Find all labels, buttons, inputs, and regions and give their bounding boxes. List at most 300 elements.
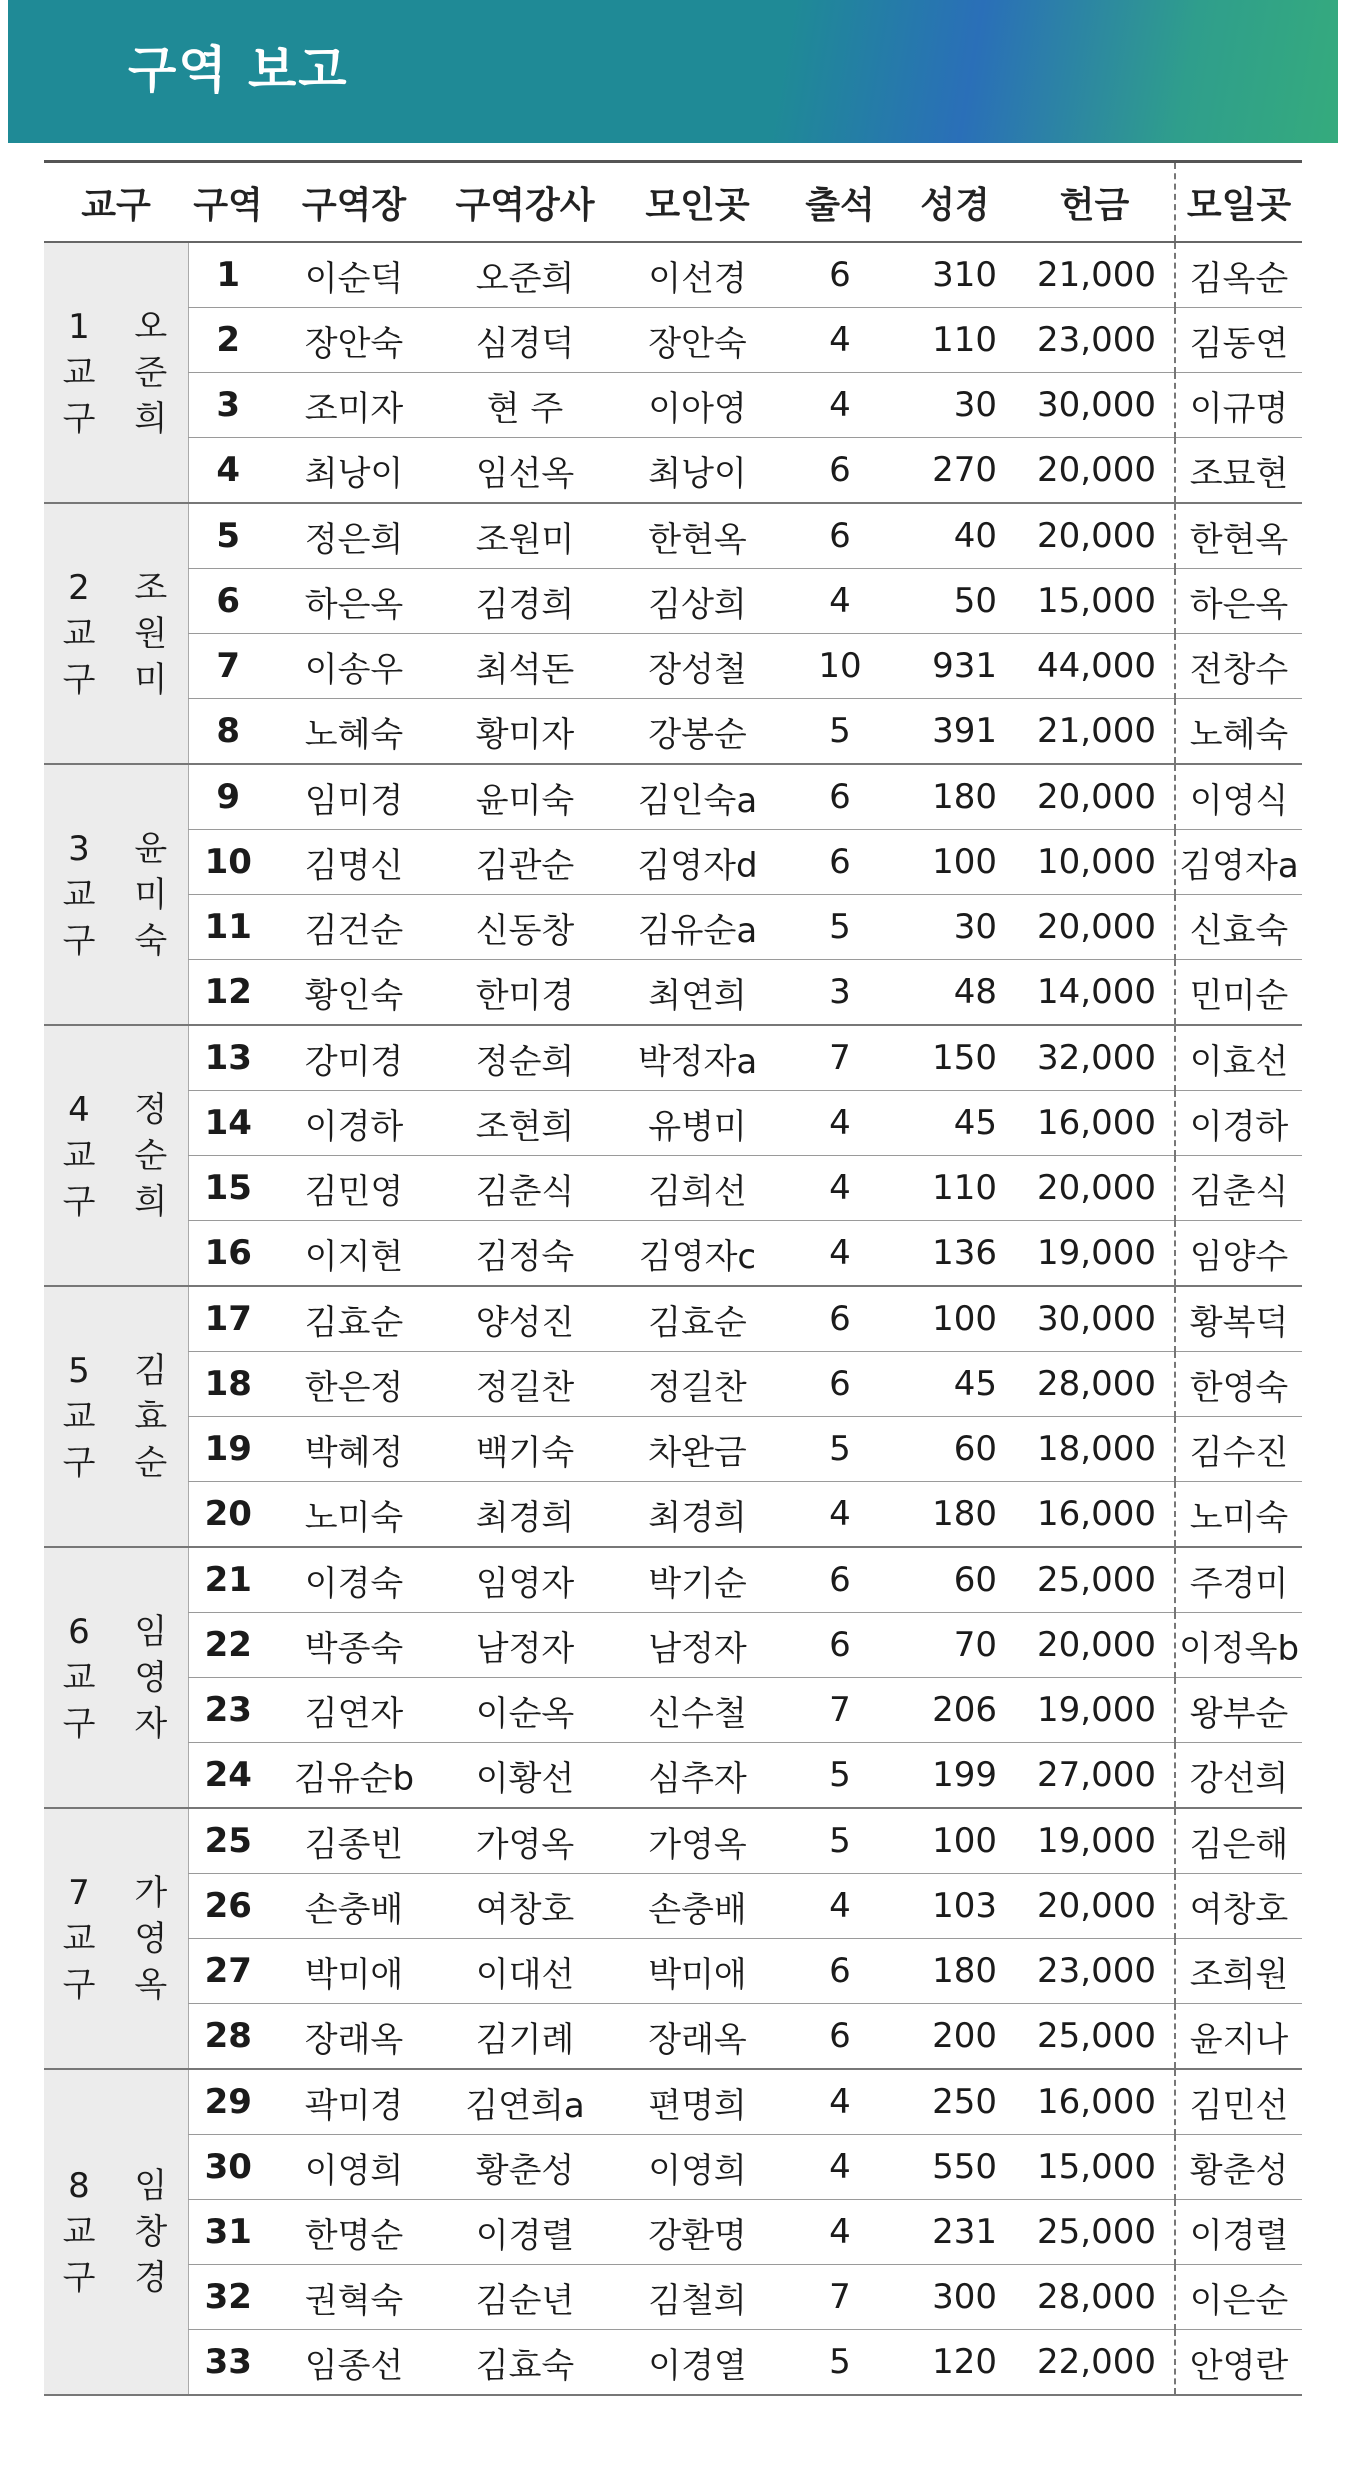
- meeting-place: 김인숙a: [610, 764, 785, 830]
- table-row: [44, 634, 1302, 699]
- district-number: 18: [188, 1352, 268, 1417]
- meeting-place: 박미애: [610, 1939, 785, 2004]
- bible-count: 550: [895, 2135, 1015, 2200]
- attendance: 5: [785, 895, 895, 960]
- gyogu-leader-name: 조원미: [134, 567, 168, 700]
- table-row: [44, 1613, 1302, 1678]
- offering: 20,000: [1015, 764, 1175, 830]
- attendance: 5: [785, 1808, 895, 1874]
- meeting-place: 편명희: [610, 2069, 785, 2135]
- gyogu-name: 2교구: [62, 567, 96, 700]
- gyogu-label: [44, 1286, 114, 1547]
- header-chulseok: 출석: [785, 162, 895, 243]
- table-row: [44, 503, 1302, 569]
- district-instructor: 김기례: [440, 2004, 610, 2070]
- district-instructor: 이경렬: [440, 2200, 610, 2265]
- bible-count: 180: [895, 1482, 1015, 1548]
- next-meeting-place: 조묘현: [1175, 438, 1302, 504]
- next-meeting-place: 이영식: [1175, 764, 1302, 830]
- gyogu-label: [44, 1808, 114, 2069]
- district-number: 8: [188, 699, 268, 765]
- gyogu-leader-name: 윤미숙: [134, 828, 168, 961]
- table-row: [44, 2200, 1302, 2265]
- attendance: 5: [785, 2330, 895, 2396]
- next-meeting-place: 신효숙: [1175, 895, 1302, 960]
- attendance: 4: [785, 1221, 895, 1287]
- bible-count: 231: [895, 2200, 1015, 2265]
- table-row: [44, 2069, 1302, 2135]
- gyogu-name: 1교구: [62, 306, 96, 439]
- gyogu-name: 4교구: [62, 1089, 96, 1222]
- bible-count: 70: [895, 1613, 1015, 1678]
- offering: 15,000: [1015, 569, 1175, 634]
- district-instructor: 김관순: [440, 830, 610, 895]
- district-leader: 장안숙: [268, 308, 440, 373]
- attendance: 6: [785, 1613, 895, 1678]
- district-leader: 박혜정: [268, 1417, 440, 1482]
- header-guyeok: 구역: [188, 162, 268, 243]
- attendance: 6: [785, 242, 895, 308]
- table-row: [44, 438, 1302, 504]
- district-number: 19: [188, 1417, 268, 1482]
- offering: 20,000: [1015, 1874, 1175, 1939]
- bible-count: 100: [895, 830, 1015, 895]
- meeting-place: 손충배: [610, 1874, 785, 1939]
- district-leader: 손충배: [268, 1874, 440, 1939]
- offering: 16,000: [1015, 1482, 1175, 1548]
- next-meeting-place: 강선희: [1175, 1743, 1302, 1809]
- bible-count: 48: [895, 960, 1015, 1026]
- bible-count: 180: [895, 1939, 1015, 2004]
- next-meeting-place: 김옥순: [1175, 242, 1302, 308]
- meeting-place: 이선경: [610, 242, 785, 308]
- attendance: 5: [785, 1743, 895, 1809]
- district-leader: 김종빈: [268, 1808, 440, 1874]
- district-leader: 황인숙: [268, 960, 440, 1026]
- district-instructor: 이순옥: [440, 1678, 610, 1743]
- bible-count: 100: [895, 1808, 1015, 1874]
- table-row: [44, 1417, 1302, 1482]
- offering: 20,000: [1015, 503, 1175, 569]
- table-row: [44, 699, 1302, 765]
- next-meeting-place: 윤지나: [1175, 2004, 1302, 2070]
- district-leader: 김건순: [268, 895, 440, 960]
- district-instructor: 김연희a: [440, 2069, 610, 2135]
- attendance: 7: [785, 1678, 895, 1743]
- bible-count: 103: [895, 1874, 1015, 1939]
- bible-count: 50: [895, 569, 1015, 634]
- attendance: 4: [785, 1091, 895, 1156]
- offering: 25,000: [1015, 2200, 1175, 2265]
- attendance: 4: [785, 1482, 895, 1548]
- gyogu-label: [44, 1025, 114, 1286]
- district-leader: 정은희: [268, 503, 440, 569]
- gyogu-leader: [114, 1547, 188, 1808]
- district-instructor: 최경희: [440, 1482, 610, 1548]
- offering: 14,000: [1015, 960, 1175, 1026]
- attendance: 6: [785, 1939, 895, 2004]
- district-instructor: 이대선: [440, 1939, 610, 2004]
- district-instructor: 조원미: [440, 503, 610, 569]
- meeting-place: 김영자d: [610, 830, 785, 895]
- district-number: 16: [188, 1221, 268, 1287]
- meeting-place: 장성철: [610, 634, 785, 699]
- district-number: 9: [188, 764, 268, 830]
- district-report-table: [44, 160, 1302, 2396]
- district-leader: 이경숙: [268, 1547, 440, 1613]
- district-leader: 노혜숙: [268, 699, 440, 765]
- table-row: [44, 2330, 1302, 2396]
- gyogu-name: 5교구: [62, 1350, 96, 1483]
- attendance: 4: [785, 1156, 895, 1221]
- header-gyogu: 교구: [44, 162, 188, 243]
- meeting-place: 최낭이: [610, 438, 785, 504]
- offering: 25,000: [1015, 2004, 1175, 2070]
- district-leader: 이경하: [268, 1091, 440, 1156]
- next-meeting-place: 김영자a: [1175, 830, 1302, 895]
- offering: 21,000: [1015, 242, 1175, 308]
- offering: 28,000: [1015, 1352, 1175, 1417]
- district-leader: 임종선: [268, 2330, 440, 2396]
- bible-count: 180: [895, 764, 1015, 830]
- table-row: [44, 242, 1302, 308]
- gyogu-leader: [114, 2069, 188, 2395]
- bible-count: 30: [895, 895, 1015, 960]
- bible-count: 110: [895, 1156, 1015, 1221]
- district-instructor: 신동창: [440, 895, 610, 960]
- header-seonggyeong: 성경: [895, 162, 1015, 243]
- bible-count: 206: [895, 1678, 1015, 1743]
- bible-count: 60: [895, 1547, 1015, 1613]
- header-moilgot: 모일곳: [1175, 162, 1302, 243]
- district-leader: 최낭이: [268, 438, 440, 504]
- district-leader: 권혁숙: [268, 2265, 440, 2330]
- offering: 19,000: [1015, 1678, 1175, 1743]
- gyogu-label: [44, 1547, 114, 1808]
- next-meeting-place: 한영숙: [1175, 1352, 1302, 1417]
- gyogu-leader: [114, 1808, 188, 2069]
- next-meeting-place: 황복덕: [1175, 1286, 1302, 1352]
- meeting-place: 이아영: [610, 373, 785, 438]
- offering: 27,000: [1015, 1743, 1175, 1809]
- district-number: 11: [188, 895, 268, 960]
- bible-count: 391: [895, 699, 1015, 765]
- offering: 23,000: [1015, 308, 1175, 373]
- offering: 15,000: [1015, 2135, 1175, 2200]
- district-leader: 장래옥: [268, 2004, 440, 2070]
- table-row: [44, 1874, 1302, 1939]
- gyogu-leader: [114, 242, 188, 503]
- offering: 22,000: [1015, 2330, 1175, 2396]
- meeting-place: 김철희: [610, 2265, 785, 2330]
- bible-count: 40: [895, 503, 1015, 569]
- district-number: 25: [188, 1808, 268, 1874]
- gyogu-label: [44, 764, 114, 1025]
- district-number: 5: [188, 503, 268, 569]
- bible-count: 150: [895, 1025, 1015, 1091]
- offering: 10,000: [1015, 830, 1175, 895]
- district-instructor: 김경희: [440, 569, 610, 634]
- offering: 19,000: [1015, 1808, 1175, 1874]
- meeting-place: 한현옥: [610, 503, 785, 569]
- district-leader: 김효순: [268, 1286, 440, 1352]
- next-meeting-place: 황춘성: [1175, 2135, 1302, 2200]
- district-instructor: 오준희: [440, 242, 610, 308]
- district-instructor: 조현희: [440, 1091, 610, 1156]
- attendance: 4: [785, 2200, 895, 2265]
- district-leader: 한은정: [268, 1352, 440, 1417]
- gyogu-leader-name: 임창경: [134, 2166, 168, 2298]
- meeting-place: 이경열: [610, 2330, 785, 2396]
- attendance: 6: [785, 438, 895, 504]
- district-instructor: 가영옥: [440, 1808, 610, 1874]
- district-number: 2: [188, 308, 268, 373]
- bible-count: 45: [895, 1352, 1015, 1417]
- district-number: 22: [188, 1613, 268, 1678]
- next-meeting-place: 이정옥b: [1175, 1613, 1302, 1678]
- table-row: [44, 1221, 1302, 1287]
- attendance: 4: [785, 2069, 895, 2135]
- next-meeting-place: 이효선: [1175, 1025, 1302, 1091]
- meeting-place: 정길찬: [610, 1352, 785, 1417]
- district-number: 15: [188, 1156, 268, 1221]
- meeting-place: 강봉순: [610, 699, 785, 765]
- district-instructor: 정길찬: [440, 1352, 610, 1417]
- attendance: 6: [785, 503, 895, 569]
- meeting-place: 김영자c: [610, 1221, 785, 1287]
- district-leader: 조미자: [268, 373, 440, 438]
- bible-count: 45: [895, 1091, 1015, 1156]
- gyogu-leader-name: 김효순: [134, 1350, 168, 1483]
- next-meeting-place: 김은해: [1175, 1808, 1302, 1874]
- gyogu-leader-name: 가영옥: [134, 1872, 168, 2005]
- gyogu-leader: [114, 764, 188, 1025]
- table-row: [44, 1156, 1302, 1221]
- attendance: 10: [785, 634, 895, 699]
- gyogu-label: [44, 242, 114, 503]
- meeting-place: 신수철: [610, 1678, 785, 1743]
- district-instructor: 이황선: [440, 1743, 610, 1809]
- district-number: 20: [188, 1482, 268, 1548]
- district-instructor: 현 주: [440, 373, 610, 438]
- table-row: [44, 1286, 1302, 1352]
- table-row: [44, 2265, 1302, 2330]
- offering: 25,000: [1015, 1547, 1175, 1613]
- district-instructor: 백기숙: [440, 1417, 610, 1482]
- page-title: 구역 보고: [128, 41, 349, 99]
- gyogu-name: 7교구: [62, 1872, 96, 2005]
- district-instructor: 임영자: [440, 1547, 610, 1613]
- district-number: 33: [188, 2330, 268, 2396]
- next-meeting-place: 이은순: [1175, 2265, 1302, 2330]
- district-number: 4: [188, 438, 268, 504]
- next-meeting-place: 노혜숙: [1175, 699, 1302, 765]
- gyogu-name: 8교구: [62, 2166, 96, 2298]
- table-row: [44, 569, 1302, 634]
- meeting-place: 강환명: [610, 2200, 785, 2265]
- district-instructor: 김효숙: [440, 2330, 610, 2396]
- offering: 19,000: [1015, 1221, 1175, 1287]
- bible-count: 300: [895, 2265, 1015, 2330]
- district-number: 29: [188, 2069, 268, 2135]
- attendance: 3: [785, 960, 895, 1026]
- offering: 20,000: [1015, 438, 1175, 504]
- offering: 16,000: [1015, 2069, 1175, 2135]
- bible-count: 100: [895, 1286, 1015, 1352]
- offering: 20,000: [1015, 1613, 1175, 1678]
- meeting-place: 최경희: [610, 1482, 785, 1548]
- meeting-place: 김희선: [610, 1156, 785, 1221]
- district-leader: 강미경: [268, 1025, 440, 1091]
- meeting-place: 최연희: [610, 960, 785, 1026]
- district-instructor: 임선옥: [440, 438, 610, 504]
- district-number: 31: [188, 2200, 268, 2265]
- table-row: [44, 1678, 1302, 1743]
- header-moingot: 모인곳: [610, 162, 785, 243]
- district-leader: 박종숙: [268, 1613, 440, 1678]
- meeting-place: 김효순: [610, 1286, 785, 1352]
- bible-count: 120: [895, 2330, 1015, 2396]
- next-meeting-place: 하은옥: [1175, 569, 1302, 634]
- table-row: [44, 1808, 1302, 1874]
- offering: 30,000: [1015, 373, 1175, 438]
- district-instructor: 김순년: [440, 2265, 610, 2330]
- offering: 32,000: [1015, 1025, 1175, 1091]
- gyogu-leader-name: 정순희: [134, 1089, 168, 1222]
- gyogu-label: [44, 2069, 114, 2395]
- district-number: 26: [188, 1874, 268, 1939]
- district-leader: 이지현: [268, 1221, 440, 1287]
- offering: 20,000: [1015, 895, 1175, 960]
- district-number: 14: [188, 1091, 268, 1156]
- next-meeting-place: 안영란: [1175, 2330, 1302, 2396]
- district-number: 32: [188, 2265, 268, 2330]
- meeting-place: 심추자: [610, 1743, 785, 1809]
- bible-count: 931: [895, 634, 1015, 699]
- attendance: 6: [785, 1547, 895, 1613]
- bible-count: 30: [895, 373, 1015, 438]
- next-meeting-place: 이경렬: [1175, 2200, 1302, 2265]
- table-row: [44, 764, 1302, 830]
- next-meeting-place: 김수진: [1175, 1417, 1302, 1482]
- attendance: 4: [785, 1874, 895, 1939]
- bible-count: 250: [895, 2069, 1015, 2135]
- next-meeting-place: 김민선: [1175, 2069, 1302, 2135]
- table-row: [44, 960, 1302, 1026]
- attendance: 4: [785, 373, 895, 438]
- next-meeting-place: 왕부순: [1175, 1678, 1302, 1743]
- attendance: 7: [785, 1025, 895, 1091]
- table-row: [44, 1547, 1302, 1613]
- district-instructor: 김춘식: [440, 1156, 610, 1221]
- district-instructor: 김정숙: [440, 1221, 610, 1287]
- district-number: 23: [188, 1678, 268, 1743]
- next-meeting-place: 조희원: [1175, 1939, 1302, 2004]
- district-instructor: 양성진: [440, 1286, 610, 1352]
- next-meeting-place: 이규명: [1175, 373, 1302, 438]
- district-leader: 김명신: [268, 830, 440, 895]
- district-instructor: 심경덕: [440, 308, 610, 373]
- offering: 21,000: [1015, 699, 1175, 765]
- gyogu-leader-name: 임영자: [134, 1611, 168, 1744]
- bible-count: 136: [895, 1221, 1015, 1287]
- gyogu-leader: [114, 1286, 188, 1547]
- gyogu-name: 3교구: [62, 828, 96, 961]
- district-leader: 박미애: [268, 1939, 440, 2004]
- district-leader: 하은옥: [268, 569, 440, 634]
- district-leader: 이영희: [268, 2135, 440, 2200]
- next-meeting-place: 노미숙: [1175, 1482, 1302, 1548]
- next-meeting-place: 김동연: [1175, 308, 1302, 373]
- meeting-place: 김상희: [610, 569, 785, 634]
- bible-count: 270: [895, 438, 1015, 504]
- next-meeting-place: 민미순: [1175, 960, 1302, 1026]
- bible-count: 110: [895, 308, 1015, 373]
- table-header-row: [44, 162, 1302, 243]
- meeting-place: 박기순: [610, 1547, 785, 1613]
- next-meeting-place: 김춘식: [1175, 1156, 1302, 1221]
- district-leader: 김연자: [268, 1678, 440, 1743]
- district-leader: 이송우: [268, 634, 440, 699]
- table-row: [44, 373, 1302, 438]
- next-meeting-place: 한현옥: [1175, 503, 1302, 569]
- meeting-place: 장래옥: [610, 2004, 785, 2070]
- district-instructor: 한미경: [440, 960, 610, 1026]
- district-number: 24: [188, 1743, 268, 1809]
- header-banner: [8, 0, 1338, 143]
- bible-count: 199: [895, 1743, 1015, 1809]
- table-row: [44, 830, 1302, 895]
- next-meeting-place: 이경하: [1175, 1091, 1302, 1156]
- district-leader: 김유순b: [268, 1743, 440, 1809]
- district-leader: 김민영: [268, 1156, 440, 1221]
- gyogu-leader: [114, 503, 188, 764]
- attendance: 6: [785, 830, 895, 895]
- attendance: 6: [785, 1352, 895, 1417]
- district-number: 27: [188, 1939, 268, 2004]
- meeting-place: 김유순a: [610, 895, 785, 960]
- meeting-place: 장안숙: [610, 308, 785, 373]
- district-number: 1: [188, 242, 268, 308]
- offering: 20,000: [1015, 1156, 1175, 1221]
- attendance: 5: [785, 1417, 895, 1482]
- table-row: [44, 1743, 1302, 1809]
- attendance: 4: [785, 2135, 895, 2200]
- attendance: 4: [785, 308, 895, 373]
- offering: 18,000: [1015, 1417, 1175, 1482]
- offering: 16,000: [1015, 1091, 1175, 1156]
- meeting-place: 차완금: [610, 1417, 785, 1482]
- table-row: [44, 1091, 1302, 1156]
- district-instructor: 윤미숙: [440, 764, 610, 830]
- meeting-place: 유병미: [610, 1091, 785, 1156]
- district-number: 10: [188, 830, 268, 895]
- district-number: 7: [188, 634, 268, 699]
- meeting-place: 박정자a: [610, 1025, 785, 1091]
- bible-count: 200: [895, 2004, 1015, 2070]
- next-meeting-place: 주경미: [1175, 1547, 1302, 1613]
- district-leader: 노미숙: [268, 1482, 440, 1548]
- meeting-place: 가영옥: [610, 1808, 785, 1874]
- district-leader: 곽미경: [268, 2069, 440, 2135]
- table-row: [44, 1939, 1302, 2004]
- table-row: [44, 895, 1302, 960]
- offering: 28,000: [1015, 2265, 1175, 2330]
- header-guyeokjang: 구역장: [268, 162, 440, 243]
- table-row: [44, 1025, 1302, 1091]
- table-row: [44, 2004, 1302, 2070]
- attendance: 6: [785, 764, 895, 830]
